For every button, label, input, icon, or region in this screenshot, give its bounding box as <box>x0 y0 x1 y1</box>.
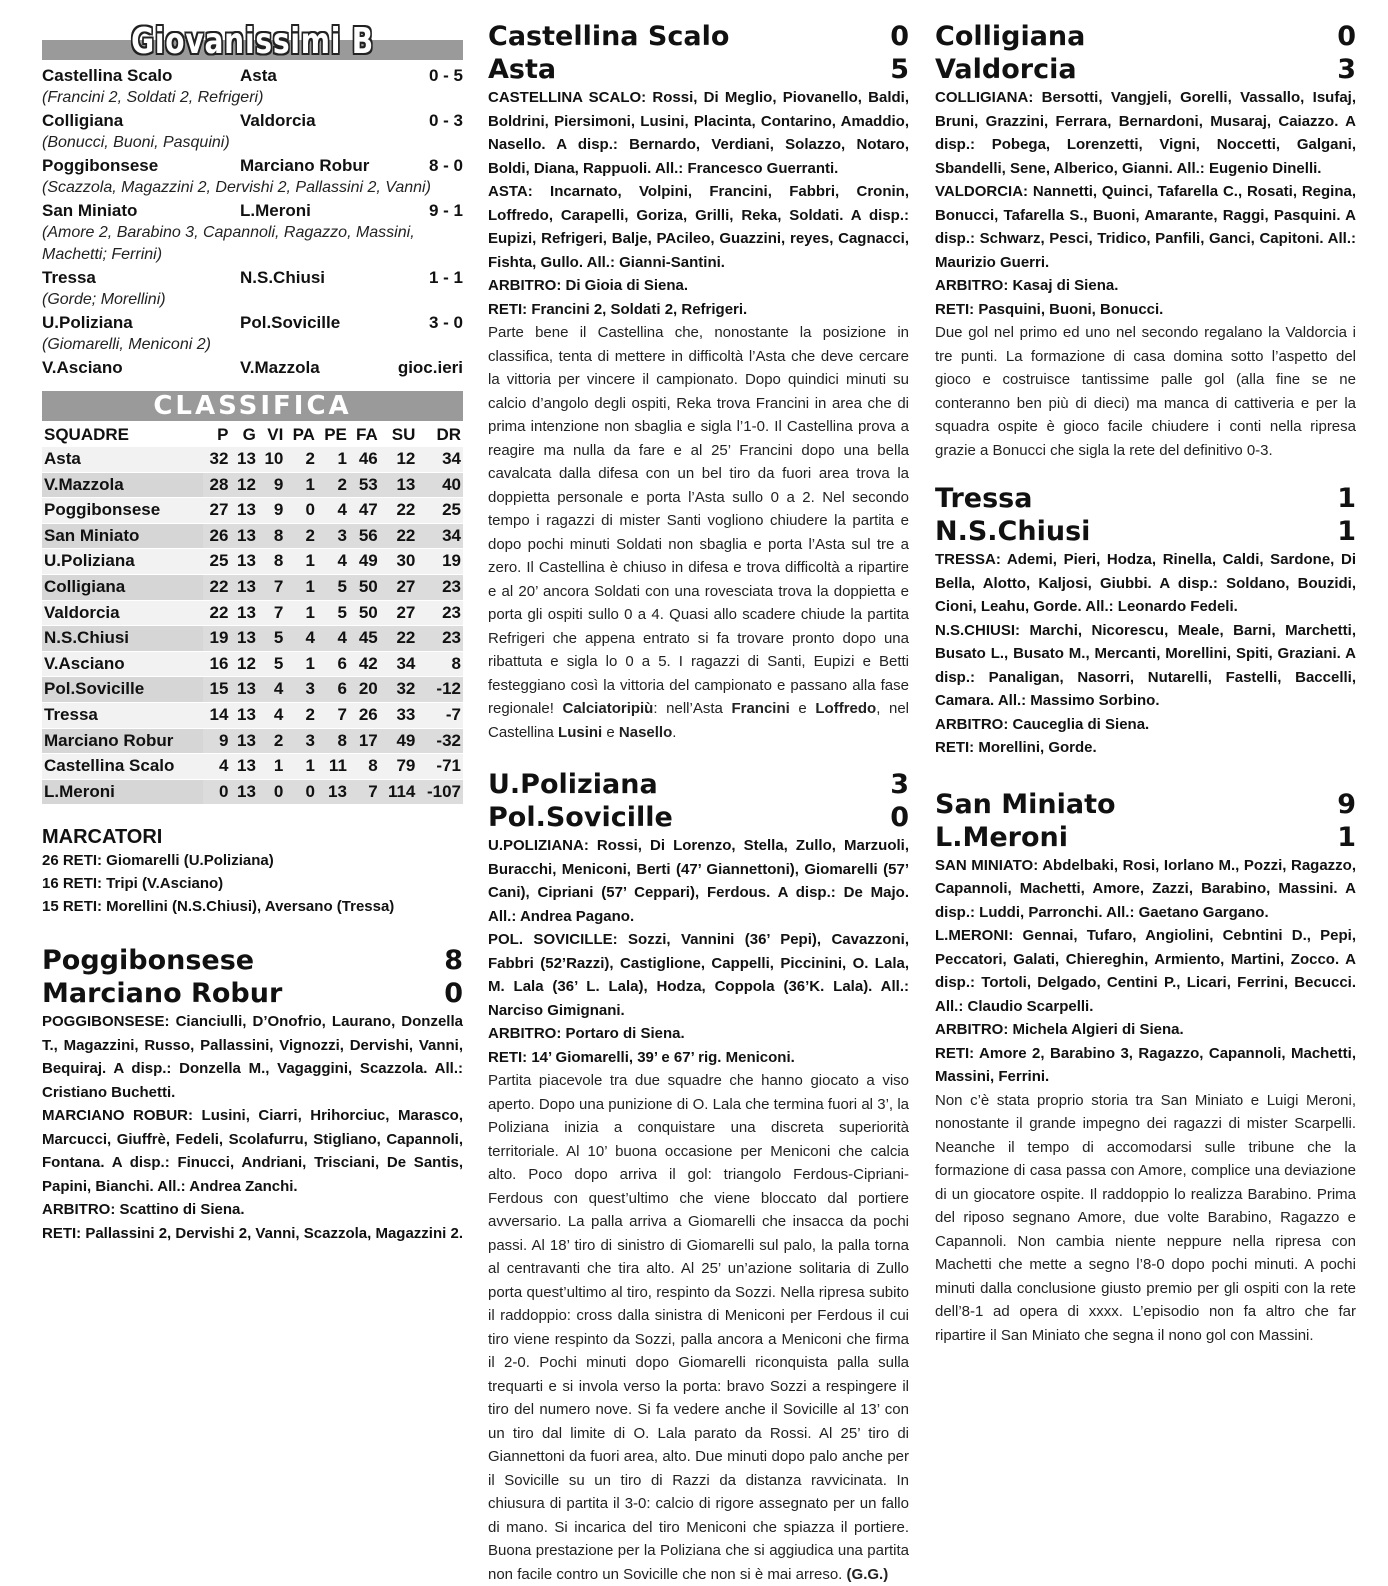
stat-cell: 13 <box>230 779 257 804</box>
stat-cell: 47 <box>349 498 380 524</box>
result-score: 0 - 5 <box>428 66 463 85</box>
result-scorers: (Giomarelli, Meniconi 2) <box>42 336 211 353</box>
match-report: Due gol nel primo ed uno nel secondo regalano la Valdorcia i tre punti. La formazione di casa domina sotto l’aspetto del gioco e costruisce tantissime palle gol (alla fine se ne conteranno ben più di dieci) ma manca di cattiveria e per la squadra ospite è gioco facile chiudere i conti nella ripresa grazie a Bonucci che sigla la rete del definitivo 0-3. <box>935 324 1356 459</box>
home-goals: 0 <box>1337 21 1356 52</box>
result-scorers: (Bonucci, Buoni, Pasquini) <box>42 134 230 151</box>
table-row <box>42 549 463 575</box>
stat-cell: 1 <box>285 651 317 677</box>
stat-cell: 5 <box>258 626 285 652</box>
stat-cell: 45 <box>349 626 380 652</box>
team-name-cell: V.Mazzola <box>42 472 203 498</box>
standings-header-cell: PA <box>292 425 315 444</box>
table-row <box>42 600 463 626</box>
stat-cell: 20 <box>349 677 380 703</box>
stat-cell: 4 <box>203 754 230 780</box>
stat-cell: 25 <box>417 498 463 524</box>
goals-list: RETI: Francini 2, Soldati 2, Refrigeri. <box>488 300 748 318</box>
team-name-cell: Castellina Scalo <box>42 754 203 780</box>
stat-cell: 9 <box>258 472 285 498</box>
match-home-row <box>935 482 1356 515</box>
report-player: Lusini <box>558 723 603 741</box>
away-team: Marciano Robur <box>42 978 283 1010</box>
away-goals: 3 <box>1337 54 1356 85</box>
section-title: Giovanissimi B <box>131 21 374 62</box>
report-player: Loffredo <box>815 700 877 717</box>
stat-cell: 2 <box>317 472 349 498</box>
report-tail-text: , nel Castellina <box>488 700 909 741</box>
result-score: 9 - 1 <box>428 201 463 220</box>
stat-cell: 26 <box>349 702 380 728</box>
stat-cell: 16 <box>203 651 230 677</box>
home-team: Tressa <box>935 483 1033 514</box>
team-name-cell: Valdorcia <box>42 600 203 626</box>
stat-cell: 11 <box>317 754 349 780</box>
away-team: Valdorcia <box>935 54 1077 85</box>
report-player: Nasello <box>618 723 673 741</box>
stat-cell: 1 <box>285 600 317 626</box>
lineup-away: ASTA: Incarnato, Volpini, Francini, Fabbri, Cronin, Loffredo, Carapelli, Goriza, Grilli, Reka, Soldati. A disp.: Eupizi, Refrigeri, Balje, PAcileo, Guazzini, reyes, Cagnacci, Fishta, Gullo. All.: Gianni-Santini. <box>488 183 909 271</box>
result-row <box>42 109 463 132</box>
stat-cell: 3 <box>285 728 317 754</box>
referee: ARBITRO: Di Gioia di Siena. <box>488 277 689 294</box>
home-goals: 3 <box>890 769 909 800</box>
stat-cell: 10 <box>258 447 285 473</box>
referee: ARBITRO: Scattino di Siena. <box>42 1201 245 1219</box>
team-name-cell: V.Asciano <box>42 651 203 677</box>
referee: ARBITRO: Kasaj di Siena. <box>935 277 1119 294</box>
stat-cell: 56 <box>349 523 380 549</box>
stat-cell: 4 <box>258 702 285 728</box>
standings-header-cell: VI <box>267 425 284 444</box>
report-text: Partita piacevole tra due squadre che hanno giocato a viso aperto. Dopo una punizione di O. Lala che termina fuori al 3’, la Poliziana inizia a conquistare una discreta superiorità territoriale. Al 10’ buona occasione per Meniconi che calcia alto. Poco dopo arriva il gol: triangolo Ferdous-Cipriani-Ferdous con quest’ultimo che viene bloccato dal portiere avversario. La palla arriva a Giomarelli che insacca da pochi passi. Al 18’ tiro di sinistro di Giomarelli sul palo, la palla torna al centravanti che tira alto. Al 25’ un’azione solitaria di Zullo porta quest’ultimo al tiro, respinto da Sozzi. Nella ripresa subito il raddoppio: cross dalla sinistra di Meniconi per Ferdous il cui tiro viene respinto da Sozzi, palla ancora a Meniconi che firma il 2-0. Pochi minuti dopo Giomarelli riconquista palla sulla trequarti e si invola verso la porta: bravo Sozzi a respingere il tiro del numero nove. Si fa vedere anche il Sovicille al 13’ con un tiro dal limite di O. Lala parato da Rossi. Al 25’ tiro di Giannettoni da fuori area, alto. Due minuti dopo palo anche per il Sovicille su un tiro di Razzi da distanza ravvicinata. In chiusura di partita il 3-0: calcio di rigore assegnato per un fallo di mano. Si incarica del tiro Meniconi che spiazza il portiere. Buona prestazione per la Poliziana che si aggiudica una partita non facile contro un Sovicille che non si è mai arreso. <box>488 1072 909 1583</box>
stat-cell: 13 <box>230 754 257 780</box>
result-home: Tressa <box>42 268 96 287</box>
stat-cell: 114 <box>380 779 418 804</box>
stat-cell: 13 <box>380 472 418 498</box>
stat-cell: 0 <box>203 779 230 804</box>
stat-cell: 5 <box>317 600 349 626</box>
lineup-home: U.POLIZIANA: Rossi, Di Lorenzo, Stella, Zullo, Marzuoli, Buracchi, Meniconi, Berti (47’ Giannettoni), Giomarelli (57’ Cani), Cipriani (57’ Ceppari), Ferdous. A disp.: De Majo. All.: Andrea Pagano. <box>488 837 909 925</box>
stat-cell: -7 <box>417 702 463 728</box>
result-score: 3 - 0 <box>428 313 463 332</box>
standings-header-cell: SQUADRE <box>44 425 130 444</box>
team-name-cell: Marciano Robur <box>42 728 203 754</box>
stat-cell: 1 <box>285 472 317 498</box>
away-goals: 0 <box>890 802 909 833</box>
stat-cell: -71 <box>417 754 463 780</box>
result-home: San Miniato <box>42 201 138 220</box>
stat-cell: 4 <box>317 626 349 652</box>
team-name-cell: Pol.Sovicille <box>42 677 203 703</box>
table-row <box>42 523 463 549</box>
team-name-cell: Asta <box>42 447 203 473</box>
stat-cell: 23 <box>417 600 463 626</box>
team-name-cell: N.S.Chiusi <box>42 626 203 652</box>
team-name-cell: San Miniato <box>42 523 203 549</box>
stat-cell: 13 <box>230 549 257 575</box>
table-row <box>42 779 463 804</box>
stat-cell: 27 <box>203 498 230 524</box>
goals-list: RETI: Amore 2, Barabino 3, Ragazzo, Capannoli, Machetti, Massini, Ferrini. <box>935 1044 1356 1085</box>
stat-cell: 13 <box>317 779 349 804</box>
stat-cell: 9 <box>203 728 230 754</box>
goals-list: RETI: Morellini, Gorde. <box>935 739 1097 756</box>
match-away-row <box>935 515 1356 548</box>
result-away: L.Meroni <box>240 201 311 220</box>
classifica-title: CLASSIFICA <box>153 391 352 421</box>
result-row <box>42 64 463 87</box>
away-team: Pol.Sovicille <box>488 802 673 833</box>
home-team: San Miniato <box>935 788 1116 820</box>
stat-cell: 0 <box>285 498 317 524</box>
stat-cell: 30 <box>380 549 418 575</box>
result-away: Marciano Robur <box>240 156 370 175</box>
result-away: Pol.Sovicille <box>240 313 341 332</box>
stat-cell: 33 <box>380 702 418 728</box>
away-goals: 0 <box>444 978 463 1010</box>
stat-cell: 1 <box>285 549 317 575</box>
column-right <box>935 0 1356 1347</box>
table-row <box>42 626 463 652</box>
away-team: N.S.Chiusi <box>935 516 1091 547</box>
lineup-home: COLLIGIANA: Bersotti, Vangjeli, Gorelli, Vassallo, Isufaj, Bruni, Grazzini, Ferrara, Bernardoni, Musaraj, Caiazzo. A disp.: Pobega, Lorenzetti, Vigni, Noccetti, Galgani, Sbandelli, Sene, Alberico, Gianni. All.: Eugenio Dinelli. <box>935 89 1356 177</box>
lineup-away: MARCIANO ROBUR: Lusini, Ciarri, Hrihorciuc, Marasco, Marcucci, Giuffrè, Fedeli, Scolafurru, Stigliano, Capannoli, Fontana. A disp.: Finucci, Andriani, Trisciani, De Santis, Papini, Bianchi. All.: Andrea Zanchi. <box>42 1107 463 1195</box>
result-score: 0 - 3 <box>428 111 463 130</box>
column-left <box>42 0 463 1245</box>
stat-cell: 13 <box>230 728 257 754</box>
team-name-cell: Colligiana <box>42 574 203 600</box>
lineup-away: VALDORCIA: Nannetti, Quinci, Tafarella C., Rosati, Regina, Bonucci, Tafarella S., Buoni, Amarante, Raggi, Pasquini. A disp.: Schwarz, Pesci, Tridico, Panfili, Ganci, Capitoni. All.: Maurizio Guerri. <box>935 183 1356 271</box>
match-home-row <box>488 20 909 53</box>
match-report <box>488 1069 909 1586</box>
away-team: L.Meroni <box>935 821 1068 853</box>
stat-cell: 13 <box>230 523 257 549</box>
stat-cell: 22 <box>380 523 418 549</box>
match-home-row <box>935 20 1356 53</box>
match-sanminiato <box>935 788 1356 1348</box>
result-away: V.Mazzola <box>240 358 320 377</box>
stat-cell: 13 <box>230 574 257 600</box>
stat-cell: 34 <box>417 523 463 549</box>
result-home: V.Asciano <box>42 358 123 377</box>
stat-cell: 34 <box>380 651 418 677</box>
stat-cell: 42 <box>349 651 380 677</box>
stat-cell: 7 <box>349 779 380 804</box>
match-report <box>488 321 909 744</box>
match-away-row <box>488 53 909 86</box>
stat-cell: 0 <box>285 779 317 804</box>
stat-cell: 23 <box>417 574 463 600</box>
stat-cell: 1 <box>317 447 349 473</box>
result-away: Valdorcia <box>240 111 316 130</box>
stat-cell: 8 <box>258 549 285 575</box>
result-home: Castellina Scalo <box>42 66 173 85</box>
match-poggibonsese <box>42 944 463 1245</box>
result-row <box>42 154 463 177</box>
stat-cell: 19 <box>203 626 230 652</box>
match-away-row <box>935 53 1356 86</box>
stat-cell: 3 <box>285 677 317 703</box>
away-goals: 1 <box>1337 821 1356 853</box>
stat-cell: 12 <box>230 651 257 677</box>
result-score: gioc.ieri <box>397 358 463 377</box>
report-text: Parte bene il Castellina che, nonostante la posizione in classifica, tenta di mettere in difficoltà l’Asta che deve cercare la vittoria per vincere il campionato. Dopo quindici minuti su calcio d’angolo degli ospiti, Reka trova Francini in area che di prima intenzione non sbaglia e sigla l’1-0. Il Castellina prova a reagire ma nulla da fare e al 25’ Francini dopo una bella cavalcata dalla difesa con un bel tiro da fuori area trova la doppietta personale e porta l’Asta sullo 0 a 2. Nel secondo tempo i ragazzi di mister Santi vogliono chiudere la partita e dopo pochi minuti Soldati non sbaglia e porta l’Asta sul tre a zero. Il Castellina è chiuso in difesa e trova difficoltà a ripartire e al 20’ ancora Soldati con una rovesciata trova la doppietta e porta gli ospiti sullo 0 a 4. Quasi allo scadere chiude la partita Refrigeri che appena entrato si fa trovare pronto dopo una ribattuta e sigla lo 0 a 5. I ragazzi di Santi, Eupizi e Betti festeggiano così la vittoria del campionato e passano alla fase regionale! <box>488 324 909 717</box>
match-away-row <box>42 977 463 1010</box>
result-home: U.Poliziana <box>42 313 133 332</box>
result-row <box>42 199 463 222</box>
stat-cell: 79 <box>380 754 418 780</box>
stat-cell: 27 <box>380 600 418 626</box>
stat-cell: 12 <box>230 472 257 498</box>
stat-cell: 3 <box>317 523 349 549</box>
stat-cell: 13 <box>230 626 257 652</box>
stat-cell: -32 <box>417 728 463 754</box>
stat-cell: 13 <box>230 600 257 626</box>
section-banner <box>42 20 463 64</box>
stat-cell: 12 <box>380 447 418 473</box>
lineup-home: POGGIBONSESE: Cianciulli, D’Onofrio, Laurano, Donzella T., Magazzini, Russo, Pallassini, Vignozzi, Dervishi, Vanni, Bequiraj. A disp.: Donzella M., Vagaggini, Scazzola. All.: Cristiano Buchetti. <box>42 1013 463 1101</box>
match-colligiana <box>935 20 1356 462</box>
stat-cell: 13 <box>230 498 257 524</box>
stat-cell: 4 <box>317 549 349 575</box>
standings-header-cell: G <box>242 425 256 444</box>
result-scorers: (Amore 2, Barabino 3, Capannoli, Ragazzo, Massini, Machetti; Ferrini) <box>42 224 415 263</box>
stat-cell: 7 <box>258 600 285 626</box>
stat-cell: 13 <box>230 702 257 728</box>
match-poliziana <box>488 768 909 1586</box>
table-row <box>42 447 463 473</box>
report-tail-text: . <box>672 723 677 741</box>
stat-cell: -12 <box>417 677 463 703</box>
stat-cell: 8 <box>349 754 380 780</box>
report-signature: (G.G.) <box>846 1565 889 1583</box>
report-tail-label: Calciatoripiù <box>562 700 654 717</box>
goals-list: RETI: Pallassini 2, Dervishi 2, Vanni, Scazzola, Magazzini 2. <box>42 1224 463 1242</box>
standings-header-row <box>42 423 463 447</box>
stat-cell: 32 <box>380 677 418 703</box>
stat-cell: 50 <box>349 600 380 626</box>
goals-list: RETI: 14’ Giomarelli, 39’ e 67’ rig. Meniconi. <box>488 1048 795 1066</box>
column-middle <box>488 0 909 1586</box>
result-home: Colligiana <box>42 111 124 130</box>
stat-cell: 5 <box>258 651 285 677</box>
home-team: U.Poliziana <box>488 769 658 800</box>
result-row <box>42 356 463 379</box>
stat-cell: 19 <box>417 549 463 575</box>
table-row <box>42 651 463 677</box>
stat-cell: 26 <box>203 523 230 549</box>
result-score: 1 - 1 <box>428 268 463 287</box>
home-goals: 0 <box>890 21 909 52</box>
match-home-row <box>935 788 1356 821</box>
stat-cell: 25 <box>203 549 230 575</box>
stat-cell: 7 <box>258 574 285 600</box>
stat-cell: 8 <box>417 651 463 677</box>
stat-cell: 2 <box>285 523 317 549</box>
stat-cell: 28 <box>203 472 230 498</box>
standings-header-cell: PE <box>324 425 347 444</box>
match-home-row <box>42 944 463 977</box>
match-report: Non c’è stata proprio storia tra San Miniato e Luigi Meroni, nonostante il grande impegno dei ragazzi di mister Scarpelli. Neanche il tempo di accomodarsi sulle tribune che la formazione di casa passa con Amore, complice una deviazione di un giocatore ospite. Il raddoppio lo realizza Barabino. Prima del riposo segnano Amore, due volte Barabino, Ragazzo e Capannoli. Non cambia niente neppure nella ripresa con Machetti che mette a segno l’8-0 dopo pochi minuti. A pochi minuti dalla conclusione giusto premio per gli ospiti con la rete dell’8-1 ad opera di xxxx. L’episodio non fa altro che far ripartire il San Miniato che segna il nono gol con Massini. <box>935 1091 1356 1344</box>
result-home: Poggibonsese <box>42 156 159 175</box>
marcatori-title: MARCATORI <box>42 826 163 849</box>
result-row <box>42 311 463 334</box>
home-goals: 1 <box>1337 483 1356 514</box>
team-name-cell: U.Poliziana <box>42 549 203 575</box>
stat-cell: 1 <box>285 754 317 780</box>
standings-header-cell: FA <box>356 425 378 444</box>
marcatori-line: 26 RETI: Giomarelli (U.Poliziana) <box>42 852 274 870</box>
stat-cell: 8 <box>317 728 349 754</box>
match-away-row <box>935 821 1356 854</box>
home-team: Poggibonsese <box>42 945 255 977</box>
stat-cell: 49 <box>380 728 418 754</box>
goals-list: RETI: Pasquini, Buoni, Bonucci. <box>935 300 1164 318</box>
result-scorers: (Scazzola, Magazzini 2, Dervishi 2, Pallassini 2, Vanni) <box>42 179 431 196</box>
table-row <box>42 702 463 728</box>
stat-cell: 22 <box>203 574 230 600</box>
result-away: Asta <box>240 66 277 85</box>
stat-cell: 22 <box>380 626 418 652</box>
lineup-home: TRESSA: Ademi, Pieri, Hodza, Rinella, Caldi, Sardone, Di Bella, Alotto, Kaljosi, Giubbi. A disp.: Soldano, Bouzidi, Cioni, Leahu, Gorde. All.: Leonardo Fedeli. <box>935 551 1356 615</box>
referee: ARBITRO: Portaro di Siena. <box>488 1025 685 1042</box>
stat-cell: 22 <box>203 600 230 626</box>
referee: ARBITRO: Cauceglia di Siena. <box>935 715 1150 733</box>
stat-cell: 32 <box>203 447 230 473</box>
standings-header-cell: SU <box>391 425 416 444</box>
report-tail-text: e <box>789 700 816 717</box>
stat-cell: 4 <box>285 626 317 652</box>
result-score: 8 - 0 <box>428 156 463 175</box>
stat-cell: 49 <box>349 549 380 575</box>
stat-cell: 17 <box>349 728 380 754</box>
stat-cell: 5 <box>317 574 349 600</box>
result-row <box>42 266 463 289</box>
match-away-row <box>488 801 909 834</box>
stat-cell: 1 <box>285 574 317 600</box>
home-team: Castellina Scalo <box>488 21 730 52</box>
classifica-banner <box>42 391 463 421</box>
stat-cell: 0 <box>258 779 285 804</box>
report-player: Francini <box>731 700 790 717</box>
results-list <box>42 64 463 379</box>
away-goals: 1 <box>1337 516 1356 547</box>
standings-header-cell: DR <box>436 425 461 444</box>
stat-cell: 4 <box>317 498 349 524</box>
stat-cell: 1 <box>258 754 285 780</box>
team-name-cell: Tressa <box>42 702 203 728</box>
stat-cell: 15 <box>203 677 230 703</box>
stat-cell: 2 <box>258 728 285 754</box>
stat-cell: 23 <box>417 626 463 652</box>
lineup-home: SAN MINIATO: Abdelbaki, Rosi, Iorlano M., Pozzi, Ragazzo, Capannoli, Machetti, Amore, Zazzi, Barabino, Massini. A disp.: Luddi, Parronchi. All.: Gaetano Gargano. <box>935 856 1356 921</box>
lineup-away: L.MERONI: Gennai, Tufaro, Angiolini, Cebntini D., Pepi, Peccatori, Galati, Chiereghin, Armiento, Martini, Zocco. A disp.: Tortoli, Delgado, Centini P., Licari, Ferrini, Becucci. All.: Claudio Scarpelli. <box>935 927 1356 1015</box>
result-scorers: (Gorde; Morellini) <box>42 291 166 308</box>
stat-cell: 9 <box>258 498 285 524</box>
stat-cell: 6 <box>317 677 349 703</box>
stat-cell: 14 <box>203 702 230 728</box>
stat-cell: 50 <box>349 574 380 600</box>
team-name-cell: Poggibonsese <box>42 498 203 524</box>
marcatori-line: 16 RETI: Tripi (V.Asciano) <box>42 875 224 893</box>
result-scorers: (Francini 2, Soldati 2, Refrigeri) <box>42 89 264 106</box>
stat-cell: 13 <box>230 447 257 473</box>
stat-cell: 27 <box>380 574 418 600</box>
match-tressa <box>935 482 1356 760</box>
lineup-away: POL. SOVICILLE: Sozzi, Vannini (36’ Pepi), Cavazzoni, Fabbri (52’Razzi), Castiglione, Cappelli, Piccinini, O. Lala, M. Lala (36’ L. Lala), Hodza, Coppola (36’K. Lala). All.: Narciso Gimignani. <box>488 931 909 1019</box>
stat-cell: 40 <box>417 472 463 498</box>
table-row <box>42 754 463 780</box>
stat-cell: 8 <box>258 523 285 549</box>
table-row <box>42 574 463 600</box>
result-away: N.S.Chiusi <box>240 268 326 287</box>
table-row <box>42 472 463 498</box>
standings-table <box>42 423 463 804</box>
away-team: Asta <box>488 54 557 85</box>
match-home-row <box>488 768 909 801</box>
home-goals: 9 <box>1337 788 1356 820</box>
marcatori-line: 15 RETI: Morellini (N.S.Chiusi), Aversano (Tressa) <box>42 898 395 916</box>
report-tail-text: e <box>602 723 619 741</box>
team-name-cell: L.Meroni <box>42 779 203 804</box>
stat-cell: 2 <box>285 447 317 473</box>
stat-cell: 22 <box>380 498 418 524</box>
match-castellina <box>488 20 909 744</box>
away-goals: 5 <box>890 54 909 85</box>
home-team: Colligiana <box>935 21 1086 52</box>
stat-cell: 7 <box>317 702 349 728</box>
standings-header-cell: P <box>217 425 229 444</box>
table-row <box>42 677 463 703</box>
table-row <box>42 728 463 754</box>
referee: ARBITRO: Michela Algieri di Siena. <box>935 1021 1184 1038</box>
report-tail-text: : nell’Asta <box>653 700 732 717</box>
stat-cell: 4 <box>258 677 285 703</box>
stat-cell: 34 <box>417 447 463 473</box>
stat-cell: 53 <box>349 472 380 498</box>
marcatori-list <box>42 849 463 918</box>
stat-cell: 2 <box>285 702 317 728</box>
table-row <box>42 498 463 524</box>
stat-cell: 13 <box>230 677 257 703</box>
stat-cell: -107 <box>417 779 463 804</box>
lineup-away: N.S.CHIUSI: Marchi, Nicorescu, Meale, Barni, Marchetti, Busato L., Busato M., Mercanti, Morellini, Spiti, Graziani. A disp.: Panaligan, Nasorri, Nutarelli, Fastelli, Baccelli, Camara. All.: Massimo Sorbino. <box>935 621 1356 709</box>
lineup-home: CASTELLINA SCALO: Rossi, Di Meglio, Piovanello, Baldi, Boldrini, Piersimoni, Lusini, Placinta, Contarino, Amaddio, Nasello. A disp.: Bernardo, Verdiani, Solazzo, Notaro, Boldi, Diana, Rappuoli. All.: Francesco Guerranti. <box>488 89 909 177</box>
stat-cell: 6 <box>317 651 349 677</box>
home-goals: 8 <box>444 945 463 977</box>
stat-cell: 46 <box>349 447 380 473</box>
